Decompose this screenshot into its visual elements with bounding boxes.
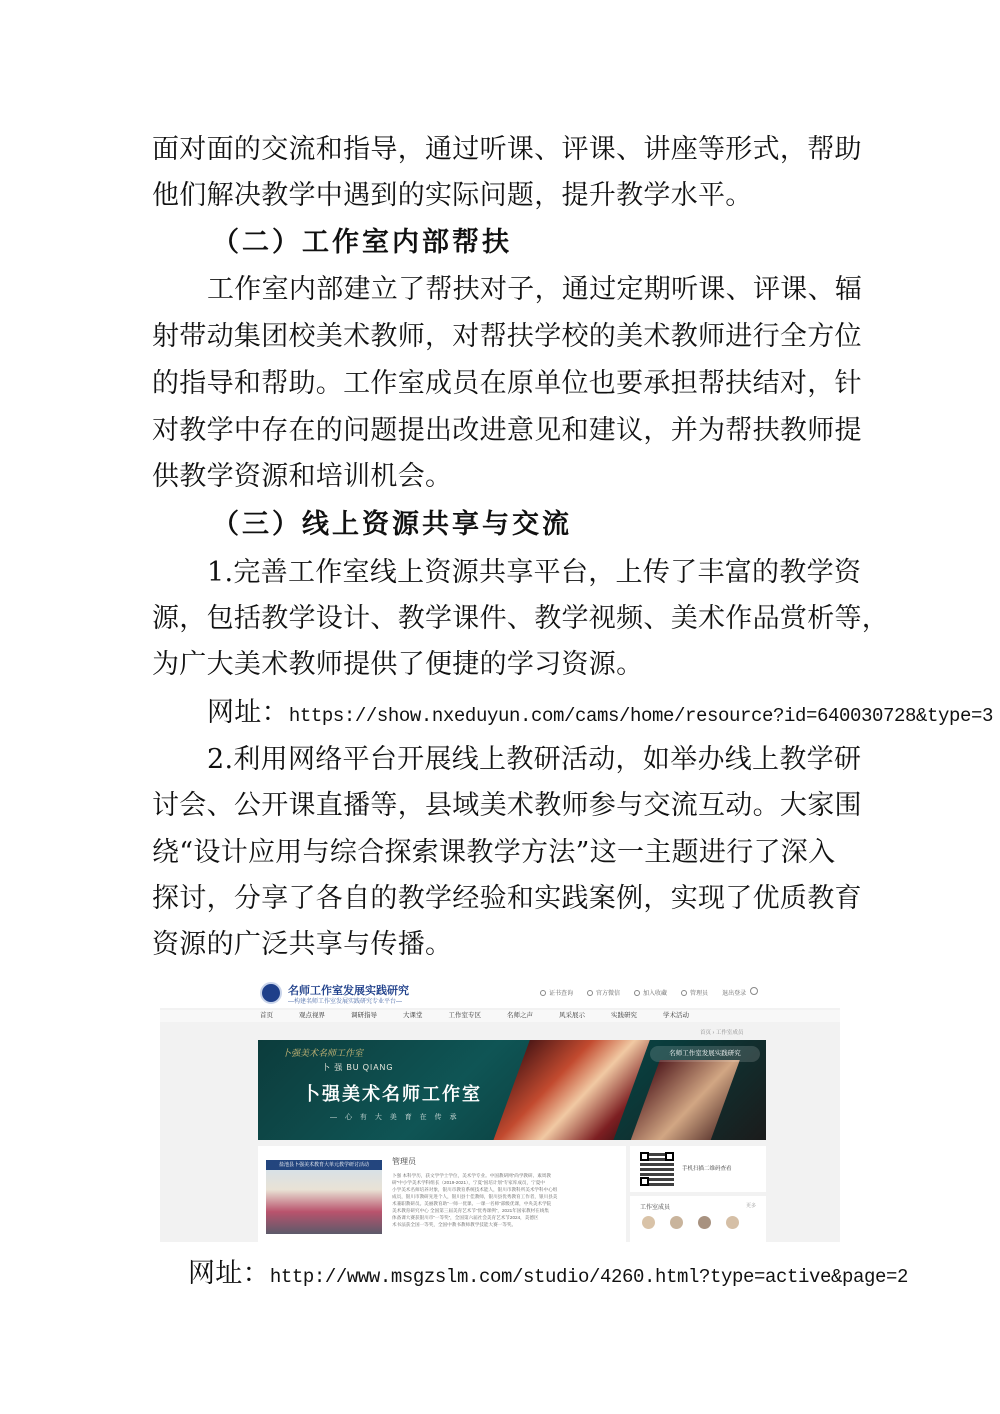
photo-caption: 盐池县卜强美术教育大单元教学研讨活动 (266, 1160, 382, 1170)
nav-item[interactable]: 工作室专区 (448, 1012, 481, 1019)
paragraph-line: 的指导和帮助。工作室成员在原单位也要承担帮扶结对，针 (152, 368, 862, 399)
nav-item[interactable]: 名师之声 (507, 1012, 533, 1019)
paragraph-line: 他们解决教学中遇到的实际问题，提升教学水平。 (152, 180, 753, 211)
bio-line: 术书法获全国一等奖，全国中教书教师教学技能大赛一等奖。 (392, 1222, 517, 1227)
site-top-links (540, 988, 746, 997)
nav-item[interactable]: 观点视界 (299, 1012, 325, 1019)
paragraph-line: 为广大美术教师提供了便捷的学习资源。 (152, 649, 644, 680)
search-icon[interactable] (750, 987, 758, 995)
breadcrumb: 首页 › 工作室成员 (700, 1030, 744, 1036)
bio-line: 体备课大赛获银川市“一等奖”，全国第六届社会美育艺术节2024，美德区 (392, 1215, 539, 1220)
top-link[interactable]: 官方微信 (587, 988, 620, 997)
paragraph-line: 工作室内部建立了帮扶对子，通过定期听课、评课、辐 (207, 274, 863, 305)
qr-corner (665, 1152, 674, 1161)
paragraph-line: 供教学资源和培训机会。 (152, 461, 453, 492)
certificate-icon (540, 990, 546, 996)
site-title: 名师工作室发展实践研究 (288, 985, 409, 997)
avatar[interactable] (642, 1216, 655, 1229)
resource-url-link[interactable]: https://show.nxeduyun.com/cams/home/resource?id=640030728&type=3 (288, 705, 994, 727)
banner-name: 卜 强 BU QIANG (322, 1063, 394, 1072)
avatar[interactable] (726, 1216, 739, 1229)
banner-motto: — 心 有 大 美 育 在 传 承 (330, 1114, 460, 1121)
paragraph-line: 射带动集团校美术教师，对帮扶学校的美术教师进行全方位 (152, 321, 862, 352)
url-line-1 (207, 697, 994, 732)
nav-item[interactable]: 大课堂 (403, 1012, 423, 1019)
site-logo-icon (260, 982, 282, 1004)
paragraph-line: 源，包括教学设计、教学课件、教学视频、美术作品赏析等， (152, 603, 890, 634)
card-role: 管理员 (392, 1157, 416, 1166)
paragraph-line: 探讨，分享了各自的教学经验和实践案例，实现了优质教育 (152, 883, 862, 914)
nav-item[interactable]: 风采展示 (559, 1012, 585, 1019)
banner-badge: 名师工作室发展实践研究 (650, 1046, 760, 1062)
group-photo (266, 1160, 382, 1234)
banner-script-title: 卜强美术名师工作室 (282, 1048, 364, 1058)
top-link[interactable]: 退出登录 (722, 991, 747, 997)
section-heading-2: （二）工作室内部帮扶 (212, 227, 512, 258)
paragraph-line: 1.完善工作室线上资源共享平台，上传了丰富的教学资 (207, 557, 862, 588)
top-link[interactable]: 管理员 (681, 988, 708, 997)
qr-corner (640, 1152, 649, 1161)
avatar[interactable] (698, 1216, 711, 1229)
members-card (630, 1196, 766, 1242)
admin-card (258, 1146, 626, 1242)
url-label: 网址： (207, 697, 289, 728)
avatar[interactable] (670, 1216, 683, 1229)
section-heading-3: （三）线上资源共享与交流 (212, 509, 572, 540)
nav-item[interactable]: 调研指导 (351, 1012, 377, 1019)
bio-line: 术兼职教研员。美丽教育助“一师一优课、一课一名师”部级优课，中央美术学院 (392, 1201, 552, 1206)
paragraph-line: 2.利用网络平台开展线上教研活动，如举办线上教学研 (207, 744, 862, 775)
star-icon (634, 990, 640, 996)
banner-title: 卜强美术名师工作室 (302, 1084, 482, 1104)
studio-banner (258, 1040, 766, 1140)
members-title: 工作室成员 (640, 1205, 671, 1211)
bio-line: 研”中小学美术学科组长（2019-2021），宁夏“国培计划”专家库成员，宁夏中 (392, 1180, 545, 1185)
wechat-icon (587, 990, 593, 996)
members-more-link[interactable]: 更多 (746, 1203, 757, 1209)
top-link[interactable]: 证书查询 (540, 988, 573, 997)
qr-card (630, 1146, 766, 1192)
banner-decoration (479, 1040, 657, 1140)
bio-line: 卜强 本科学历，获文学学士学位，美术学专业。中国教研网“尚学教研、素周教 (392, 1173, 551, 1178)
paragraph-line: 对教学中存在的问题提出改进意见和建议，并为帮扶教师提 (152, 415, 862, 446)
studio-url-link[interactable]: http://www.msgzslm.com/studio/4260.html?type=active&page=2 (269, 1266, 909, 1288)
qr-label: 手机扫描二维码查看 (682, 1166, 732, 1172)
url-label: 网址： (188, 1258, 270, 1289)
nav-item[interactable]: 学术活动 (663, 1012, 689, 1019)
paragraph-line: 绕“设计应用与综合探索课教学方法”这一主题进行了深入 (152, 837, 836, 868)
qr-corner (640, 1177, 649, 1186)
bio-line: 美术教育研究中心 全国第三届美育艺术节“优秀课例”，2021年国家教材在线集 (392, 1208, 549, 1213)
website-screenshot (160, 978, 840, 1242)
paragraph-line: 资源的广泛共享与传播。 (152, 929, 453, 960)
paragraph-line: 面对面的交流和指导，通过听课、评课、讲座等形式，帮助 (152, 134, 862, 165)
nav-item[interactable]: 首页 (260, 1012, 273, 1019)
url-line-2 (188, 1258, 909, 1293)
nav-item[interactable]: 实践研究 (611, 1012, 637, 1019)
top-link[interactable]: 加入收藏 (634, 988, 667, 997)
bio-line: 小学美术名师培养对象，银川市教育系统技术能人，银川市教科所美术学科中心组 (392, 1187, 558, 1192)
site-subtitle: —构建名师工作室发展实践研究专业平台— (288, 999, 403, 1005)
bio-line: 成员，银川市教研先进个人，银川县十佳教师，银川县优秀教育工作者，银川县美 (392, 1194, 558, 1199)
paragraph-line: 讨会、公开课直播等，县域美术教师参与交流互动。大家围 (152, 790, 862, 821)
user-icon (681, 990, 687, 996)
site-header (160, 978, 840, 1008)
site-nav (160, 1010, 840, 1022)
